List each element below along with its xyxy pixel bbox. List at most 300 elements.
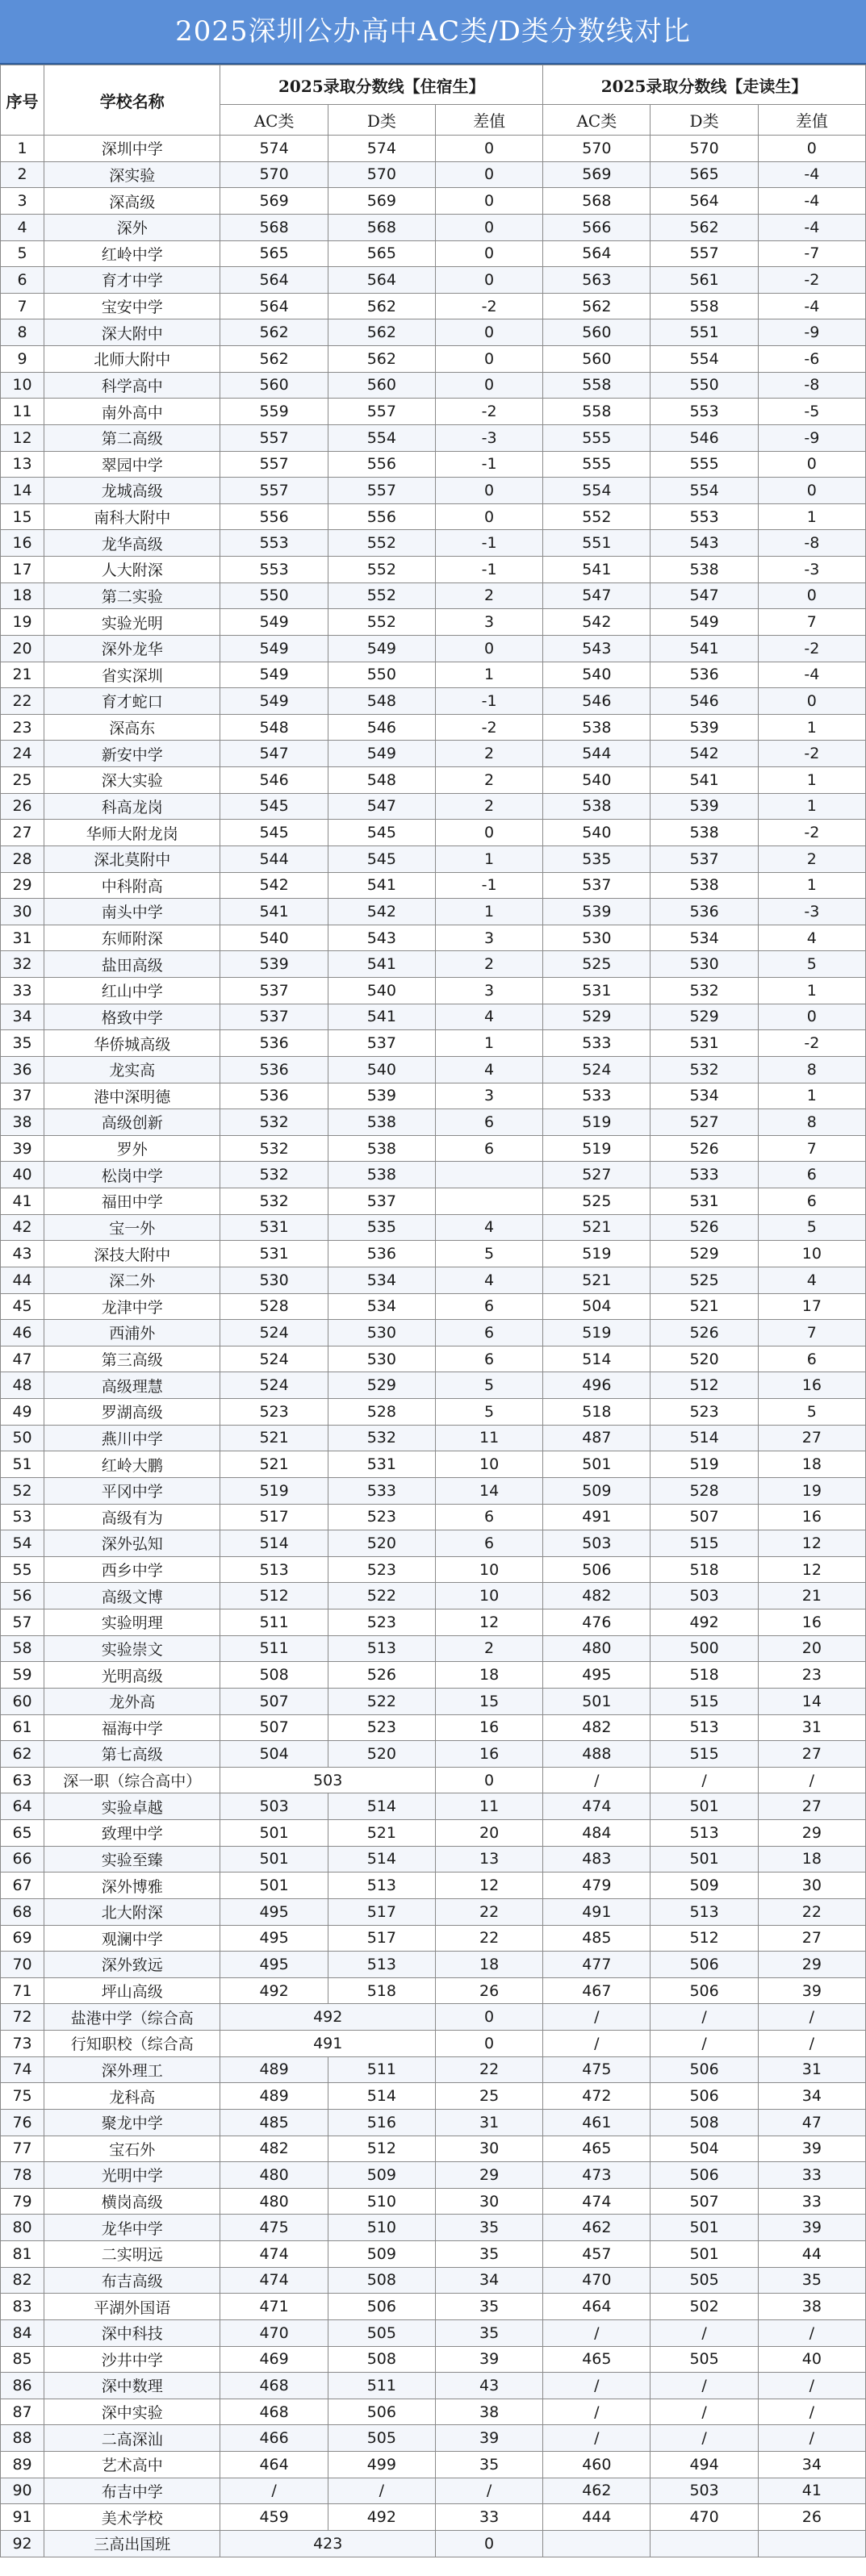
day-ac: 506 [543, 1556, 651, 1583]
school-name: 深实验 [44, 161, 220, 188]
school-name: 南科大附中 [44, 503, 220, 530]
table-row [1, 1135, 866, 1162]
boarding-d: 499 [328, 2452, 435, 2478]
row-no: 65 [1, 1820, 44, 1847]
row-no: 74 [1, 2056, 44, 2083]
table-row [1, 424, 866, 451]
row-no: 44 [1, 1267, 44, 1293]
day-diff: 39 [758, 2136, 865, 2162]
table-row [1, 1399, 866, 1426]
row-no: 15 [1, 503, 44, 530]
school-name: 龙外高 [44, 1688, 220, 1714]
table-row [1, 1767, 866, 1793]
day-d: 506 [651, 2056, 758, 2083]
boarding-d: 534 [328, 1293, 435, 1320]
day-diff: 8 [758, 1109, 865, 1136]
row-no: 26 [1, 793, 44, 820]
day-ac: 519 [543, 1109, 651, 1136]
school-name: 平冈中学 [44, 1477, 220, 1504]
day-diff: -4 [758, 214, 865, 240]
day-diff: / [758, 2319, 865, 2346]
day-d: 518 [651, 1662, 758, 1689]
boarding-ac: 539 [220, 951, 328, 978]
row-no: 22 [1, 688, 44, 715]
day-d: 505 [651, 2267, 758, 2294]
boarding-diff: 15 [435, 1688, 542, 1714]
school-name: 红岭中学 [44, 240, 220, 267]
school-name: 艺术高中 [44, 2452, 220, 2478]
day-d: 534 [651, 925, 758, 951]
school-name: 高级理慧 [44, 1372, 220, 1399]
boarding-ac: 524 [220, 1372, 328, 1399]
table-row [1, 1793, 866, 1820]
row-no: 23 [1, 714, 44, 741]
day-d: 505 [651, 2346, 758, 2373]
boarding-d: 514 [328, 1846, 435, 1873]
day-diff: 17 [758, 1293, 865, 1320]
day-ac: 569 [543, 161, 651, 188]
boarding-diff: 12 [435, 1873, 542, 1899]
header-boarding-diff: 差值 [435, 105, 542, 136]
day-ac: 533 [543, 1083, 651, 1109]
boarding-diff: 10 [435, 1583, 542, 1609]
boarding-d: 568 [328, 214, 435, 240]
day-diff: 16 [758, 1372, 865, 1399]
school-name: 南头中学 [44, 899, 220, 925]
boarding-d: 508 [328, 2267, 435, 2294]
row-no: 21 [1, 662, 44, 688]
row-no: 49 [1, 1399, 44, 1426]
boarding-diff: 6 [435, 1346, 542, 1372]
day-ac: 461 [543, 2109, 651, 2136]
day-diff: / [758, 1767, 865, 1793]
day-ac: 444 [543, 2504, 651, 2531]
boarding-ac: 547 [220, 741, 328, 767]
day-diff: 10 [758, 1241, 865, 1267]
table-row [1, 2109, 866, 2136]
table-row [1, 1714, 866, 1741]
boarding-diff: 0 [435, 635, 542, 662]
day-ac: 476 [543, 1609, 651, 1636]
boarding-d: 552 [328, 609, 435, 636]
table-row [1, 1556, 866, 1583]
day-d: 558 [651, 293, 758, 319]
day-ac: / [543, 1767, 651, 1793]
boarding-ac: 495 [220, 1952, 328, 1978]
boarding-d: 518 [328, 1977, 435, 2004]
school-name: 龙实高 [44, 1056, 220, 1083]
table-row [1, 557, 866, 583]
day-d: 494 [651, 2452, 758, 2478]
day-d: 507 [651, 1504, 758, 1530]
table-row [1, 978, 866, 1004]
table-row [1, 2056, 866, 2083]
day-d: 506 [651, 1952, 758, 1978]
day-d: 532 [651, 1056, 758, 1083]
boarding-diff: 3 [435, 1083, 542, 1109]
boarding-diff: -2 [435, 293, 542, 319]
row-no: 8 [1, 319, 44, 346]
school-name: 红岭大鹏 [44, 1451, 220, 1478]
day-ac: 562 [543, 293, 651, 319]
boarding-diff: 34 [435, 2267, 542, 2294]
boarding-d: 523 [328, 1556, 435, 1583]
row-no: 38 [1, 1109, 44, 1136]
table-row [1, 188, 866, 215]
school-name: 平湖外国语 [44, 2294, 220, 2320]
boarding-ac: 553 [220, 530, 328, 557]
day-ac: 470 [543, 2267, 651, 2294]
row-no: 82 [1, 2267, 44, 2294]
header-day-group: 2025录取分数线【走读生】 [543, 65, 866, 105]
boarding-d: 564 [328, 267, 435, 294]
boarding-diff: -1 [435, 451, 542, 478]
school-name: 深外龙华 [44, 635, 220, 662]
day-diff: 1 [758, 793, 865, 820]
boarding-ac: 559 [220, 399, 328, 425]
day-ac: 465 [543, 2136, 651, 2162]
table-row [1, 161, 866, 188]
day-d: 526 [651, 1135, 758, 1162]
boarding-ac: 560 [220, 372, 328, 399]
boarding-diff: 0 [435, 820, 542, 846]
table-row [1, 346, 866, 373]
boarding-d: 512 [328, 2136, 435, 2162]
day-d: 547 [651, 582, 758, 609]
day-d: 538 [651, 557, 758, 583]
boarding-ac: 508 [220, 1662, 328, 1689]
day-ac: 474 [543, 1793, 651, 1820]
school-name: 深外致远 [44, 1952, 220, 1978]
day-ac: 543 [543, 635, 651, 662]
school-name: 燕川中学 [44, 1425, 220, 1451]
boarding-d: 516 [328, 2109, 435, 2136]
table-row [1, 2319, 866, 2346]
boarding-diff: 0 [435, 240, 542, 267]
day-ac: 563 [543, 267, 651, 294]
school-name: 龙城高级 [44, 478, 220, 504]
boarding-ac: 521 [220, 1451, 328, 1478]
day-ac: 514 [543, 1346, 651, 1372]
table-row [1, 793, 866, 820]
row-no: 88 [1, 2425, 44, 2452]
day-diff: 7 [758, 1320, 865, 1346]
boarding-ac: 557 [220, 424, 328, 451]
row-no: 33 [1, 978, 44, 1004]
boarding-d: 529 [328, 1372, 435, 1399]
day-ac: 527 [543, 1162, 651, 1188]
table-row [1, 240, 866, 267]
day-diff: 6 [758, 1162, 865, 1188]
table-row [1, 2294, 866, 2320]
row-no: 11 [1, 399, 44, 425]
boarding-d: 565 [328, 240, 435, 267]
table-row [1, 1372, 866, 1399]
day-ac: 521 [543, 1267, 651, 1293]
boarding-ac: 557 [220, 478, 328, 504]
row-no: 68 [1, 1898, 44, 1925]
boarding-ac: 468 [220, 2399, 328, 2425]
day-ac: 519 [543, 1135, 651, 1162]
table-row [1, 214, 866, 240]
day-d: 470 [651, 2504, 758, 2531]
boarding-d: 510 [328, 2188, 435, 2215]
boarding-ac: 471 [220, 2294, 328, 2320]
day-d: / [651, 2373, 758, 2399]
boarding-diff: 3 [435, 925, 542, 951]
day-d: 515 [651, 1688, 758, 1714]
boarding-d: 536 [328, 1241, 435, 1267]
row-no: 7 [1, 293, 44, 319]
boarding-d: 560 [328, 372, 435, 399]
school-name: 实验卓越 [44, 1793, 220, 1820]
day-diff: -5 [758, 399, 865, 425]
boarding-ac: 480 [220, 2188, 328, 2215]
row-no: 86 [1, 2373, 44, 2399]
day-diff: 39 [758, 1977, 865, 2004]
school-name: 新安中学 [44, 741, 220, 767]
boarding-d: 541 [328, 872, 435, 899]
day-ac: 457 [543, 2241, 651, 2268]
boarding-d: 546 [328, 714, 435, 741]
row-no: 85 [1, 2346, 44, 2373]
day-ac: 541 [543, 557, 651, 583]
header-day-ac: AC类 [543, 105, 651, 136]
boarding-ac: 537 [220, 978, 328, 1004]
row-no: 5 [1, 240, 44, 267]
boarding-d: 513 [328, 1873, 435, 1899]
day-diff: 1 [758, 872, 865, 899]
day-diff: 34 [758, 2083, 865, 2110]
table-row [1, 1504, 866, 1530]
boarding-d: 545 [328, 845, 435, 872]
table-row [1, 2083, 866, 2110]
day-d: 513 [651, 1820, 758, 1847]
day-d: 512 [651, 1925, 758, 1952]
table-row [1, 714, 866, 741]
day-d: 531 [651, 1030, 758, 1057]
boarding-diff: 30 [435, 2188, 542, 2215]
boarding-d: 562 [328, 319, 435, 346]
day-ac: 462 [543, 2478, 651, 2504]
school-name: 实验崇文 [44, 1635, 220, 1662]
day-ac: 465 [543, 2346, 651, 2373]
day-diff: 0 [758, 688, 865, 715]
day-diff: 47 [758, 2109, 865, 2136]
boarding-diff: 3 [435, 609, 542, 636]
day-diff [758, 2530, 865, 2557]
table-row [1, 1083, 866, 1109]
day-ac: 560 [543, 346, 651, 373]
boarding-ac: 537 [220, 1004, 328, 1030]
boarding-diff: 18 [435, 1662, 542, 1689]
day-d: 564 [651, 188, 758, 215]
day-diff: -2 [758, 267, 865, 294]
boarding-d: 511 [328, 2056, 435, 2083]
boarding-d: 534 [328, 1267, 435, 1293]
boarding-ac: 459 [220, 2504, 328, 2531]
day-diff: 1 [758, 978, 865, 1004]
school-name: 深高东 [44, 714, 220, 741]
day-d: 561 [651, 267, 758, 294]
school-name: 高级有为 [44, 1504, 220, 1530]
day-diff: 18 [758, 1451, 865, 1478]
table-row [1, 319, 866, 346]
day-diff: 22 [758, 1898, 865, 1925]
school-name: 北大附深 [44, 1898, 220, 1925]
row-no: 48 [1, 1372, 44, 1399]
boarding-ac: 542 [220, 872, 328, 899]
school-name: 罗外 [44, 1135, 220, 1162]
day-diff: -6 [758, 346, 865, 373]
row-no: 10 [1, 372, 44, 399]
boarding-ac: 532 [220, 1135, 328, 1162]
day-ac: 504 [543, 1293, 651, 1320]
day-d: 519 [651, 1451, 758, 1478]
day-d: 504 [651, 2136, 758, 2162]
school-name: 深大附中 [44, 319, 220, 346]
day-diff: 34 [758, 2452, 865, 2478]
day-d: 515 [651, 1741, 758, 1768]
day-diff: 5 [758, 951, 865, 978]
boarding-diff: 0 [435, 2004, 542, 2031]
day-ac: 464 [543, 2294, 651, 2320]
boarding-diff: 12 [435, 1609, 542, 1636]
day-d: 546 [651, 424, 758, 451]
school-name: 北师大附中 [44, 346, 220, 373]
boarding-diff: 22 [435, 2056, 542, 2083]
boarding-ac: 492 [220, 2004, 435, 2031]
boarding-diff: 0 [435, 2031, 542, 2057]
boarding-ac: 523 [220, 1399, 328, 1426]
row-no: 57 [1, 1609, 44, 1636]
day-d: 532 [651, 978, 758, 1004]
day-ac: 521 [543, 1214, 651, 1241]
boarding-diff: -1 [435, 530, 542, 557]
boarding-diff: 33 [435, 2504, 542, 2531]
day-diff: / [758, 2373, 865, 2399]
day-diff: 0 [758, 478, 865, 504]
boarding-d: 517 [328, 1925, 435, 1952]
boarding-d: 548 [328, 767, 435, 794]
header-boarding-group: 2025录取分数线【住宿生】 [220, 65, 543, 105]
boarding-ac: 536 [220, 1083, 328, 1109]
boarding-ac: 491 [220, 2031, 435, 2057]
boarding-ac: 489 [220, 2083, 328, 2110]
table-row [1, 741, 866, 767]
boarding-d: 557 [328, 399, 435, 425]
boarding-diff: 39 [435, 2425, 542, 2452]
day-d: 539 [651, 714, 758, 741]
boarding-ac: 470 [220, 2319, 328, 2346]
row-no: 39 [1, 1135, 44, 1162]
day-d: / [651, 2425, 758, 2452]
table-row [1, 1293, 866, 1320]
day-d: / [651, 2319, 758, 2346]
boarding-diff: 0 [435, 503, 542, 530]
row-no: 17 [1, 557, 44, 583]
day-d: 492 [651, 1609, 758, 1636]
table-row [1, 2452, 866, 2478]
day-ac: 496 [543, 1372, 651, 1399]
school-name: 红山中学 [44, 978, 220, 1004]
row-no: 78 [1, 2162, 44, 2189]
day-ac: 558 [543, 372, 651, 399]
boarding-ac: 513 [220, 1556, 328, 1583]
boarding-diff [435, 1188, 542, 1215]
day-diff: 39 [758, 2215, 865, 2241]
table-row [1, 136, 866, 162]
day-d: 530 [651, 951, 758, 978]
table-row [1, 1741, 866, 1768]
day-diff: 35 [758, 2267, 865, 2294]
day-diff: -8 [758, 372, 865, 399]
boarding-d: 526 [328, 1662, 435, 1689]
table-row [1, 899, 866, 925]
day-d: 541 [651, 767, 758, 794]
boarding-ac: 536 [220, 1056, 328, 1083]
school-name: 罗湖高级 [44, 1399, 220, 1426]
boarding-d: 506 [328, 2399, 435, 2425]
day-d: 518 [651, 1556, 758, 1583]
day-diff: 40 [758, 2346, 865, 2373]
table-row [1, 2530, 866, 2557]
boarding-d: 542 [328, 899, 435, 925]
day-diff: 19 [758, 1477, 865, 1504]
day-d: 501 [651, 2215, 758, 2241]
school-name: 聚龙中学 [44, 2109, 220, 2136]
day-ac: 542 [543, 609, 651, 636]
boarding-diff: 3 [435, 978, 542, 1004]
boarding-diff: 6 [435, 1504, 542, 1530]
table-row [1, 1162, 866, 1188]
table-row [1, 1320, 866, 1346]
table-row [1, 2031, 866, 2057]
day-ac: 460 [543, 2452, 651, 2478]
day-ac: 477 [543, 1952, 651, 1978]
row-no: 76 [1, 2109, 44, 2136]
boarding-ac: 564 [220, 267, 328, 294]
school-name: 深二外 [44, 1267, 220, 1293]
day-diff: -3 [758, 899, 865, 925]
day-diff: 18 [758, 1846, 865, 1873]
day-d: 570 [651, 136, 758, 162]
row-no: 3 [1, 188, 44, 215]
day-ac: 554 [543, 478, 651, 504]
table-row [1, 1925, 866, 1952]
boarding-d: 545 [328, 820, 435, 846]
boarding-ac: 511 [220, 1635, 328, 1662]
row-no: 34 [1, 1004, 44, 1030]
boarding-d: 562 [328, 293, 435, 319]
day-diff: -4 [758, 188, 865, 215]
day-d: / [651, 2004, 758, 2031]
boarding-d: 562 [328, 346, 435, 373]
boarding-diff: 0 [435, 346, 542, 373]
school-name: 行知职校（综合高 [44, 2031, 220, 2057]
boarding-d: 523 [328, 1714, 435, 1741]
school-name: 育才蛇口 [44, 688, 220, 715]
boarding-d: 552 [328, 530, 435, 557]
day-ac: 503 [543, 1530, 651, 1557]
boarding-diff: 1 [435, 1030, 542, 1057]
day-d: 536 [651, 899, 758, 925]
school-name: 第二高级 [44, 424, 220, 451]
row-no: 77 [1, 2136, 44, 2162]
boarding-diff: 0 [435, 372, 542, 399]
table-row [1, 1188, 866, 1215]
day-diff: -8 [758, 530, 865, 557]
